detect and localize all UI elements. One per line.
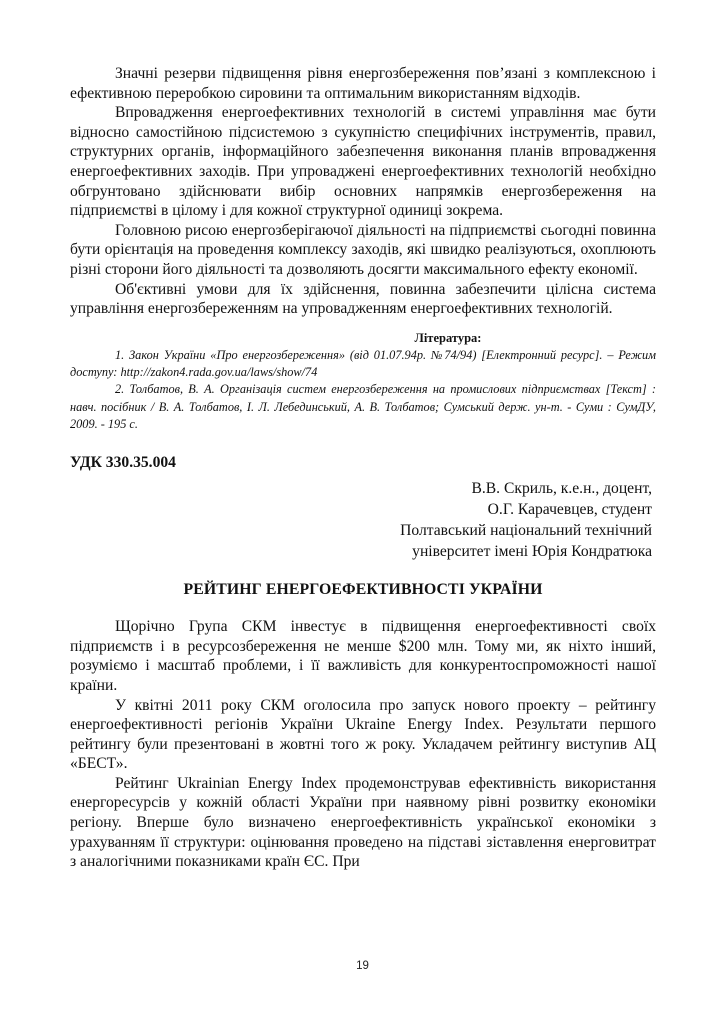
paragraph: У квітні 2011 року СКМ оголосила про запуск нового проекту – рейтингу енергоефективності регіонів України Ukraine Energy Index. Результати першого рейтингу були презентовані в жовтні того ж року. Укладачем рейтингу виступив АЦ «БЕСТ». — [70, 696, 656, 773]
author-line: О.Г. Карачевцев, студент — [487, 500, 652, 518]
paragraph: Головною рисою енергозберігаючої діяльності на підприємстві сьогодні повинна бути орієнтація на проведення комплексу заходів, які швидко реалізуються, охоплюють різні сторони його діяльності та дозволяють досягти максимального ефекту економії. — [70, 221, 656, 278]
references-title: Література: — [414, 330, 482, 345]
paragraph: Рейтинг Ukrainian Energy Index продемонстрував ефективність використання енергоресурсів у кожній області України при наявному рівні розвитку економіки регіону. Вперше було визначено енергоефективність української економіки з урахуванням її структури: оцінювання проведено на підставі зіставлення енерговитрат з аналогічними показниками країн ЄС. При — [70, 774, 656, 871]
article-title: РЕЙТИНГ ЕНЕРГОЕФЕКТИВНОСТІ УКРАЇНИ — [183, 580, 543, 598]
paragraph: Об'єктивні умови для їх здійснення, повинна забезпечити цілісна система управління енергозбереженням на упровадженням енергоефективних технологій. — [70, 280, 656, 318]
reference-item: 1. Закон України «Про енергозбереження» (від 01.07.94р. №74/94) [Електронний ресурс]. – Режим доступу: http://zakon4.rada.gov.ua/laws/show/74 — [70, 347, 656, 380]
author-line: Полтавський національний технічний — [400, 521, 652, 539]
author-line: університет імені Юрія Кондратюка — [412, 542, 652, 560]
page-number: 19 — [356, 960, 369, 972]
udc-code: УДК 330.35.004 — [70, 453, 176, 471]
reference-item: 2. Толбатов, В. А. Організація систем енергозбереження на промислових підприємствах [Текст] : навч. посібник / В. А. Толбатов, І. Л. Лебединський, А. В. Толбатов; Сумський держ. ун-т. - Суми : СумДУ, 2009. - 195 с. — [70, 382, 656, 431]
authors-block — [70, 478, 656, 562]
paragraph: Впровадження енергоефективних технологій в системі управління має бути відносно самостійною підсистемою з сукупністю специфічних інструментів, правил, структурних органів, інформаційного забезпечення виконання планів впровадження енергоефективних заходів. При упроваджені енергоефективних технологій необхідно обгрунтовано здійснювати вибір основних напрямків енергозбереження на підприємстві в цілому і для кожної структурної одиниці зокрема. — [70, 104, 656, 220]
paragraph: Щорічно Група СКМ інвестує в підвищення енергоефективності своїх підприємств і в ресурсозбереження не менше $200 млн. Тому ми, як ніхто інший, розуміємо і масштаб проблеми, і її важливість для конкурентоспроможності нашої країни. — [70, 618, 656, 694]
paragraph: Значні резерви підвищення рівня енергозбереження пов’язані з комплексною і ефективною переробкою сировини та оптимальним використанням відходів. — [70, 65, 656, 102]
document-page — [70, 64, 656, 872]
references-section — [70, 330, 656, 433]
author-line: В.В. Скриль, к.е.н., доцент, — [471, 479, 652, 497]
